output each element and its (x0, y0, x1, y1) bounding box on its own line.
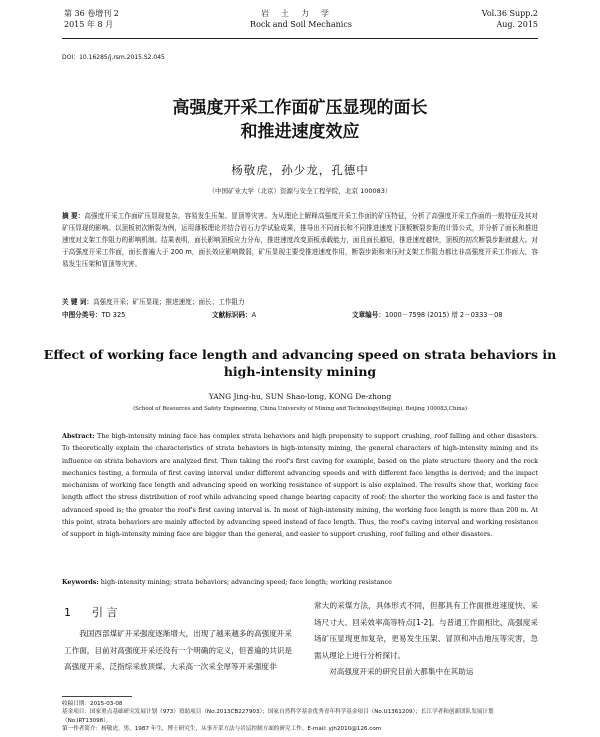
body-paragraph-2: 对高强度开采的研究目前大都集中在其助运 (329, 667, 474, 676)
affiliation-en: (School of Resources and Safety Engineering, China University of Mining and Technology(Beijing), Beijing 100083,China) (133, 406, 467, 412)
keywords-cn-text: 高强度开采；矿压显现；推进速度；面长；工作阻力 (92, 298, 245, 306)
volume-issue: 第 36 卷增刊 2 (64, 9, 119, 18)
doc-value: A (251, 311, 257, 319)
doi: DOI：10.16285/j.rsm.2015.S2.045 (62, 54, 165, 61)
footnote-rule (62, 696, 132, 697)
clc-code (62, 309, 212, 319)
abstract-en-text: The high-intensity mining face has complex strata behaviors and high propensity to support crushing, roof falling and other disasters. To theoretically explain the characteristics of strata behaviors in high-intensity mining, the general characters of high-intensity mining and its influence on strata behaviors are analyzed first. Then taking the roof's first caving for example, based on the plate structure theory and the rock mechanics testing, a formula of first caving interval under different advancing speeds and with different face lengths is derived; and the impact mechanism of working face length and advancing speed on working resistance of support is also explained. The results show that, working face length affect the stress distribution of roof while advancing speed change bearing capacity of roof; the shorter the working face is and faster the advanced speed is; the greater the roof's first caving interval is. In most of high-intensity mining, the working face length is more than 200 m. At this point, strata behaviors are mainly affected by advancing speed instead of face length. Thus, the roof's caving interval and working resistance of support in high-intensity mining face are bigger than the general, and easier to support crushing, roof falling and other disasters. (62, 432, 538, 539)
title-cn-line-2: 和推进速度效应 (240, 122, 360, 142)
running-header (64, 8, 538, 38)
footnote-author: 第一作者简介：杨敬虎，男，1987 年生，博士研究生，从事开采方法与岩层控制方面的研究工作。E-mail: yjh2010@126.com (62, 726, 382, 733)
abstract-cn-text: 高强度开采工作面矿压显现复杂，容易发生压架、冒顶等灾害。为从理论上解释高强度开采工作面的矿压特征，分析了高强度开采工作面的一般特征及其对矿压显现的影响。以顶板初次断裂为例，运用薄板理论并结合岩石力学试验成果，推导出不同面长和不同推进速度下顶板断裂步距的计算公式，并分析了面长和推进速度对支架工作阻力的影响机制。结果表明，面长影响顶板应力分布，推进速度改变顶板承载能力，面且面长越短，推进速度越快，顶板的初次断裂步距就越大。对于高强度开采工作面，面长普遍大于 200 m，面长效应影响微弱，矿压显现主要受推进速度作用，断裂步距和来压时支架工作阻力都比非高强度开采工作面大，容易发生压架和冒顶等灾害。 (62, 212, 538, 268)
doc-code (212, 309, 352, 319)
issue-date: 2015 年 8 月 (64, 20, 114, 29)
clc-label: 中图分类号： (62, 311, 102, 319)
abstract-en-label: Abstract: (62, 432, 95, 440)
authors-en: YANG Jing-hu, SUN Shao-long, KONG De-zhong (208, 392, 392, 401)
journal-volume-en (482, 8, 538, 30)
abstract-cn (62, 210, 538, 270)
classification-meta (62, 309, 538, 319)
body-column-right (314, 598, 538, 681)
section-heading (64, 604, 118, 620)
body-paragraph-1: 常大的采煤方法，具体形式不同，但都具有工作面推进速度快、采场尺寸大、回采效率高等特点[1-2]。与普通工作面相比，高强度采场矿压显现更加复杂，更易发生压架、冒顶和冲击地压等灾害，急需从理论上进行分析探讨。 (314, 601, 538, 660)
journal-name-cn: 岩土力学 (261, 9, 341, 18)
keywords-en-text: high-intensity mining; strata behaviors; advancing speed; face length; working resistance (100, 578, 392, 586)
footnotes (62, 700, 538, 734)
authors-cn: 杨敬虎，孙少龙，孔德中 (231, 163, 369, 177)
footnote-fund: 基金项目：国家重点基础研究发展计划（973）资助项目（No.2013CB227903）；国家自然科学基金优秀青年科学基金项目（No.U1361209）；长江学者和创新团队发展计划（No.IRT13098）。 (62, 709, 494, 724)
volume-en: Vol.36 Supp.2 (481, 9, 538, 18)
body-column-left: 我国西部煤矿开采强度逐渐增大，出现了越来越多的高强度开采工作面，目前对高强度开采还没有一个明确的定义，但普遍的共识是高强度开采、泛指综采放顶煤、大采高一次采全厚等开采强度非 (64, 629, 292, 671)
title-en-line-1: Effect of working face length and advancing speed on strata behaviors in (43, 347, 557, 362)
affiliation-cn: （中国矿业大学（北京）资源与安全工程学院，北京 100083） (208, 187, 392, 195)
section-title: 引 言 (92, 606, 118, 619)
article-number (352, 309, 502, 319)
paper-title-en (0, 346, 600, 380)
keywords-cn-label: 关 键 词： (62, 298, 93, 306)
footnote-received: 收稿日期：2015-03-08 (62, 701, 123, 707)
keywords-en (62, 578, 538, 586)
section-number: 1 (64, 606, 71, 619)
doc-label: 文献标识码： (212, 311, 252, 319)
abstract-en (62, 430, 538, 541)
article-label: 文章编号： (352, 311, 385, 319)
journal-name-en: Rock and Soil Mechanics (250, 20, 352, 29)
journal-name (64, 8, 538, 30)
header-rule (62, 38, 538, 39)
title-cn-line-1: 高强度开采工作面矿压显现的面长 (172, 98, 428, 118)
title-en-line-2: high-intensity mining (223, 364, 377, 379)
clc-value: TD 325 (101, 311, 126, 319)
date-en: Aug. 2015 (496, 20, 538, 29)
keywords-en-label: Keywords: (62, 578, 99, 586)
abstract-cn-label: 摘 要： (62, 212, 85, 220)
keywords-cn (62, 296, 538, 306)
article-value: 1000－7598 (2015) 增 2－0333－08 (384, 311, 503, 319)
paper-title-cn (0, 96, 600, 144)
